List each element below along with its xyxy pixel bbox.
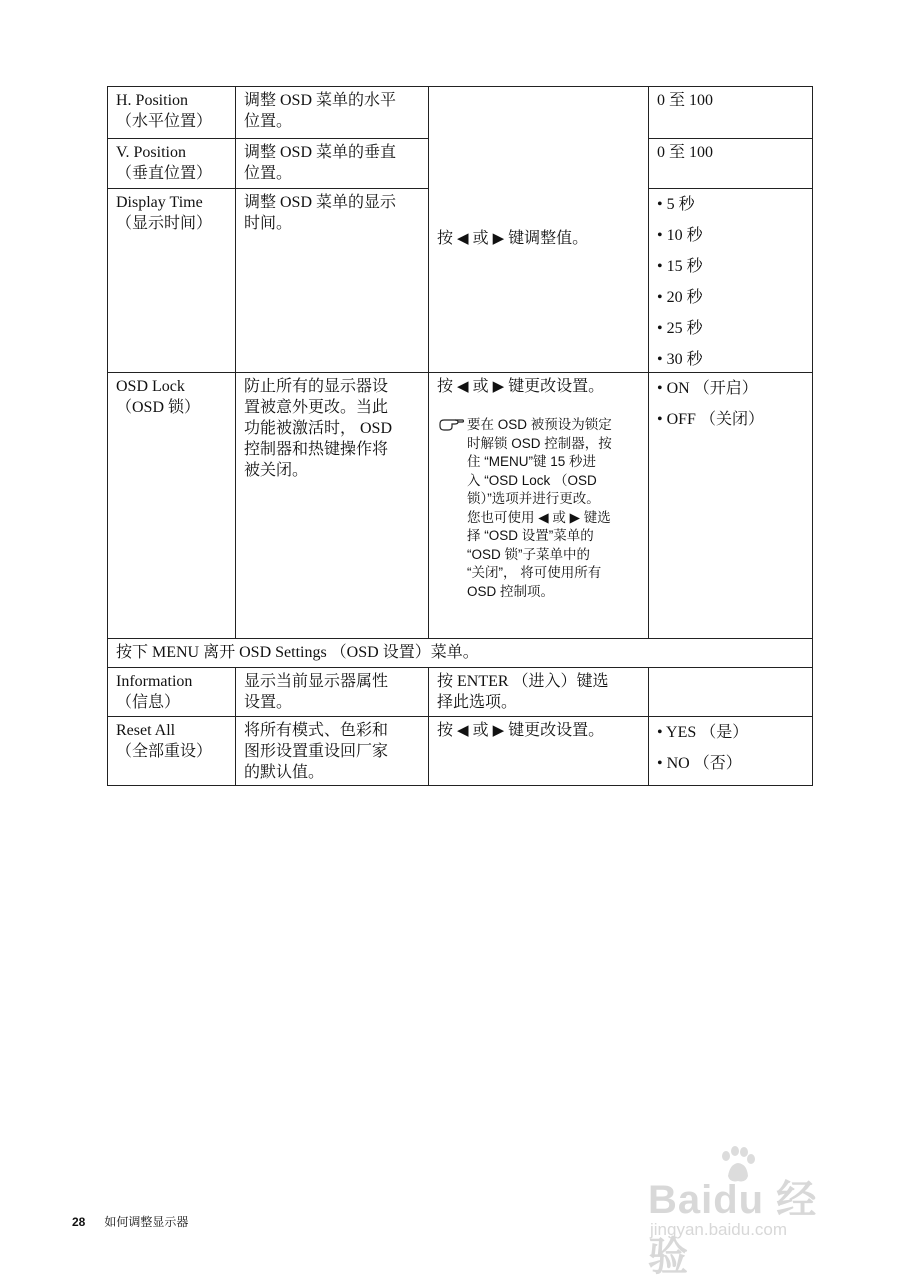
option-item: • 25 秒 [657, 320, 703, 337]
item-name-cn: （水平位置） [116, 113, 213, 130]
desc-line: 位置。 [244, 113, 293, 130]
operation-line: 按 ENTER （进入）键选 [437, 673, 609, 690]
item-options-cell [649, 189, 813, 373]
operation-text: 按 ◀ 或 ▶ 键更改设置。 [437, 722, 605, 739]
item-name-cell [108, 189, 236, 373]
desc-line: 的默认值。 [244, 764, 325, 781]
table-row-information [108, 668, 813, 717]
item-name: Information [116, 673, 193, 690]
pointing-hand-icon [439, 415, 465, 433]
item-name-cell [108, 139, 236, 189]
option-item: • ON （开启） [657, 380, 758, 397]
baidu-watermark [648, 1150, 848, 1279]
item-value-cell [649, 87, 813, 139]
table-row-h-position [108, 87, 813, 139]
desc-line: 防止所有的显示器设 [244, 378, 389, 395]
desc-line: 图形设置重设回厂家 [244, 743, 389, 760]
desc-line: 设置。 [244, 694, 293, 711]
item-desc-cell [236, 717, 429, 786]
operation-text: 按 ◀ 或 ▶ 键更改设置。 [437, 378, 605, 395]
watermark-url: jingyan.baidu.com [650, 1220, 788, 1239]
item-name-cn: （垂直位置） [116, 165, 213, 182]
desc-line: 调整 OSD 菜单的水平 [244, 92, 397, 109]
item-desc-cell [236, 373, 429, 639]
note-line: “关闭”， 将可使用所有 [467, 565, 602, 580]
item-name: V. Position [116, 144, 186, 161]
operation-line: 择此选项。 [437, 694, 518, 711]
option-item: • 15 秒 [657, 258, 703, 275]
note-line: 时解锁 OSD 控制器，按 [467, 435, 612, 451]
item-name-cn: （全部重设） [116, 743, 213, 760]
item-desc-cell [236, 87, 429, 139]
watermark-brand: Baidu 经验 [648, 1178, 818, 1279]
desc-line: 被关闭。 [244, 462, 309, 479]
note-block [437, 416, 640, 601]
desc-line: 调整 OSD 菜单的显示 [244, 194, 397, 211]
left-arrow-icon: ◀ [457, 379, 469, 395]
right-arrow-icon: ▶ [492, 723, 505, 739]
page-footer [72, 1213, 188, 1230]
desc-line: 将所有模式、色彩和 [244, 722, 389, 739]
desc-line: 置被意外更改。当此 [244, 399, 389, 416]
option-item: • 5 秒 [657, 196, 695, 213]
item-name-cn: （显示时间） [116, 215, 213, 232]
left-arrow-icon: ◀ [457, 231, 469, 247]
item-desc-cell [236, 139, 429, 189]
option-item: • 30 秒 [657, 351, 703, 368]
exit-instruction: 按下 MENU 离开 OSD Settings （OSD 设置）菜单。 [108, 639, 813, 668]
item-name: Reset All [116, 722, 176, 739]
operation-text: 按 ◀ 或 ▶ 键调整值。 [437, 230, 589, 247]
operation-cell [429, 87, 649, 373]
value-range: 0 至 100 [657, 92, 714, 109]
note-line: 您也可使用 ◀ 或 ▶ 键选 [467, 509, 611, 525]
item-desc-cell [236, 189, 429, 373]
item-name-cn: （OSD 锁） [116, 399, 201, 416]
table-row-reset-all [108, 717, 813, 786]
item-desc-cell [236, 668, 429, 717]
note-line: 入 “OSD Lock （OSD [467, 472, 597, 488]
item-options-cell [649, 717, 813, 786]
item-value-cell [649, 139, 813, 189]
item-value-cell [649, 668, 813, 717]
right-arrow-icon: ▶ [492, 379, 505, 395]
table-row-exit [108, 639, 813, 668]
value-range: 0 至 100 [657, 144, 714, 161]
table-row-osd-lock [108, 373, 813, 639]
note-line: OSD 控制项。 [467, 583, 555, 599]
item-name-cell [108, 668, 236, 717]
note-line: “OSD 锁”子菜单中的 [467, 546, 590, 562]
option-item: • OFF （关闭） [657, 411, 764, 428]
option-item: • NO （否） [657, 755, 742, 772]
note-line: 择 “OSD 设置”菜单的 [467, 528, 594, 543]
operation-cell [429, 668, 649, 717]
operation-cell [429, 717, 649, 786]
note-line: 锁）”选项并进行更改。 [467, 491, 600, 506]
item-name-cell [108, 373, 236, 639]
item-name: Display Time [116, 194, 203, 211]
osd-settings-table [107, 86, 813, 786]
left-arrow-icon: ◀ [457, 723, 469, 739]
section-title: 如何调整显示器 [104, 1215, 189, 1229]
right-arrow-icon: ▶ [492, 231, 505, 247]
page-number: 28 [72, 1215, 86, 1229]
note-line: 要在 OSD 被预设为锁定 [467, 417, 612, 432]
desc-line: 时间。 [244, 215, 293, 232]
note-line: 住 “MENU”键 15 秒进 [467, 454, 597, 469]
desc-line: 调整 OSD 菜单的垂直 [244, 144, 397, 161]
option-item: • 20 秒 [657, 289, 703, 306]
item-name-cell [108, 717, 236, 786]
item-name: OSD Lock [116, 378, 185, 395]
desc-line: 位置。 [244, 165, 293, 182]
option-item: • YES （是） [657, 724, 749, 741]
option-item: • 10 秒 [657, 227, 703, 244]
item-name-cell [108, 87, 236, 139]
item-options-cell [649, 373, 813, 639]
item-name-cn: （信息） [116, 694, 181, 711]
item-name: H. Position [116, 92, 189, 109]
desc-line: 控制器和热键操作将 [244, 441, 389, 458]
desc-line: 功能被激活时， OSD [244, 420, 393, 437]
operation-cell [429, 373, 649, 639]
desc-line: 显示当前显示器属性 [244, 673, 389, 690]
